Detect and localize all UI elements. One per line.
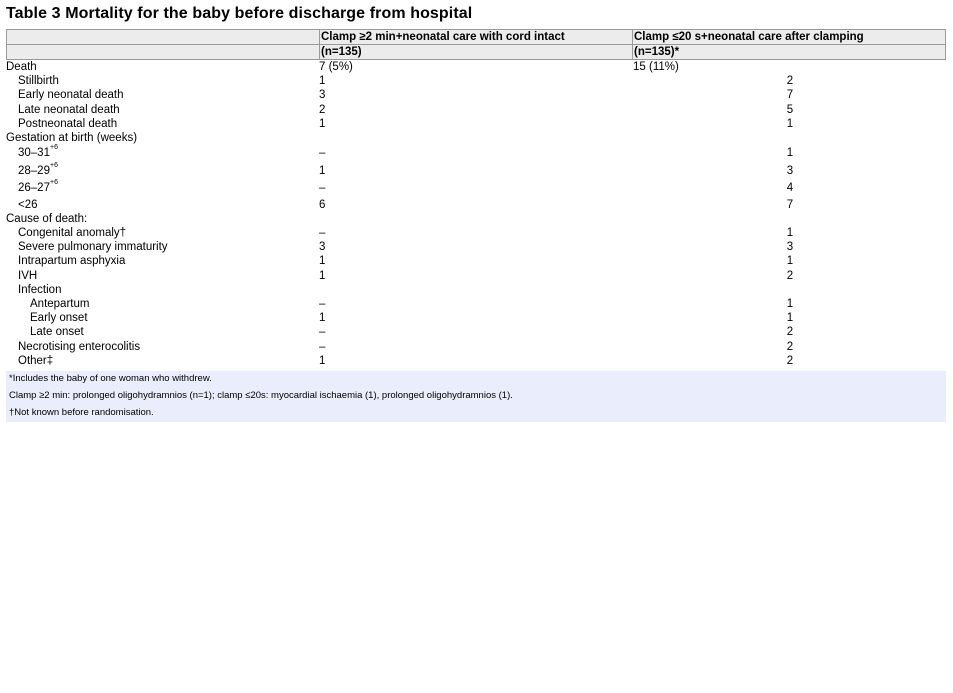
table-row <box>6 354 946 368</box>
row-value-delayed: – <box>319 340 326 353</box>
header-empty-cell <box>7 30 320 45</box>
header-row-counts <box>7 45 946 60</box>
row-label-superscript: +6 <box>49 161 58 169</box>
row-value-delayed: 1 <box>319 354 326 367</box>
row-value-delayed: 2 <box>319 103 326 116</box>
row-label: Necrotising enterocolitis <box>18 340 141 353</box>
row-value-early: 3 <box>786 164 794 177</box>
row-value-delayed: 1 <box>319 164 326 177</box>
table-row <box>6 311 946 325</box>
row-label: Late neonatal death <box>18 103 120 116</box>
row-label: Other‡ <box>18 354 54 367</box>
row-label-text: 28–29 <box>18 164 50 177</box>
header-col-early-clamp: Clamp ≤20 s+neonatal care after clamping <box>633 30 946 45</box>
table-title: Table 3 Mortality for the baby before discharge from hospital <box>6 5 473 22</box>
table-header <box>6 29 946 60</box>
table-row <box>6 254 946 268</box>
row-value-delayed: 1 <box>319 75 326 88</box>
row-label: IVH <box>18 269 38 282</box>
row-label: Severe pulmonary immaturity <box>18 241 168 254</box>
row-value-delayed: – <box>319 326 326 339</box>
row-value-early: 1 <box>786 227 794 239</box>
table-row <box>6 163 946 181</box>
row-label: Gestation at birth (weeks) <box>6 131 138 144</box>
row-label-superscript: +6 <box>49 144 58 152</box>
row-value-early: 5 <box>786 103 794 116</box>
table-footnotes <box>6 371 946 422</box>
table-row <box>6 145 946 163</box>
row-value-delayed: – <box>319 182 326 195</box>
row-label: Early onset <box>30 312 88 325</box>
table-body <box>6 60 946 368</box>
row-value-delayed: 1 <box>319 255 326 268</box>
row-value-delayed: 3 <box>319 89 326 102</box>
row-label: Congenital anomaly† <box>18 227 127 239</box>
row-value-delayed: 1 <box>319 117 326 130</box>
table-row <box>6 180 946 198</box>
table-row <box>6 117 946 131</box>
header-empty-cell <box>7 45 320 60</box>
row-label: Intrapartum asphyxia <box>18 255 126 268</box>
row-label: Stillbirth <box>18 75 59 88</box>
row-value-early: 1 <box>786 117 794 130</box>
row-label <box>6 180 58 198</box>
header-n-early-clamp: (n=135)* <box>633 45 946 60</box>
table-row <box>6 60 946 74</box>
table-row <box>6 283 946 297</box>
table-row <box>6 212 946 226</box>
table-row <box>6 88 946 102</box>
row-value-early: 1 <box>786 147 794 160</box>
row-value-early: 4 <box>786 182 794 195</box>
row-value-early: 3 <box>786 241 794 254</box>
row-value-early: 1 <box>786 297 794 310</box>
row-label-text: 30–31 <box>18 147 50 160</box>
row-label: Late onset <box>30 326 84 339</box>
table-row <box>6 226 946 240</box>
row-label: Antepartum <box>30 297 90 310</box>
table-row <box>6 103 946 117</box>
row-value-early: 2 <box>786 269 794 282</box>
table-row <box>6 74 946 88</box>
row-value-delayed: – <box>319 227 326 239</box>
table-row <box>6 240 946 254</box>
table-row <box>6 297 946 311</box>
row-label: Early neonatal death <box>18 89 124 102</box>
row-label: Infection <box>18 283 62 296</box>
table-row <box>6 325 946 339</box>
row-value-early: 1 <box>786 312 794 325</box>
header-n-delayed-clamp: (n=135) <box>320 45 633 60</box>
row-value-delayed: – <box>319 147 326 160</box>
footnote: *Includes the baby of one woman who withdrew. <box>9 373 212 384</box>
table-row <box>6 340 946 354</box>
row-value-early: 2 <box>786 340 794 353</box>
footnote: Clamp ≥2 min: prolonged oligohydramnios (n=1); clamp ≤20s: myocardial ischaemia (1), prolonged oligohydramnios (1). <box>9 390 513 401</box>
row-value-early: 2 <box>786 326 794 339</box>
row-value-delayed: 7 (5%) <box>319 61 353 73</box>
header-col-delayed-clamp: Clamp ≥2 min+neonatal care with cord intact <box>320 30 633 45</box>
row-value-delayed: – <box>319 297 326 310</box>
row-label-text: 26–27 <box>18 182 50 195</box>
row-label: Cause of death: <box>6 212 88 225</box>
row-value-delayed: 6 <box>319 198 326 211</box>
row-value-early: 7 <box>786 198 794 211</box>
table-row <box>6 198 946 212</box>
header-row-columns <box>7 30 946 45</box>
row-label: <26 <box>18 198 38 211</box>
table-row <box>6 131 946 145</box>
row-label: Death <box>6 61 37 73</box>
row-label <box>6 163 58 181</box>
row-value-delayed: 3 <box>319 241 326 254</box>
table-row <box>6 269 946 283</box>
row-value-early: 7 <box>786 89 794 102</box>
row-value-early: 2 <box>786 354 794 367</box>
row-value-early: 1 <box>786 255 794 268</box>
row-label <box>6 145 58 163</box>
row-value-early: 2 <box>786 75 794 88</box>
row-value-delayed: 1 <box>319 312 326 325</box>
row-label: Postneonatal death <box>18 117 118 130</box>
footnote: †Not known before randomisation. <box>9 407 154 418</box>
row-value-early: 15 (11%) <box>633 61 679 73</box>
row-label-superscript: +6 <box>49 179 58 187</box>
row-value-delayed: 1 <box>319 269 326 282</box>
